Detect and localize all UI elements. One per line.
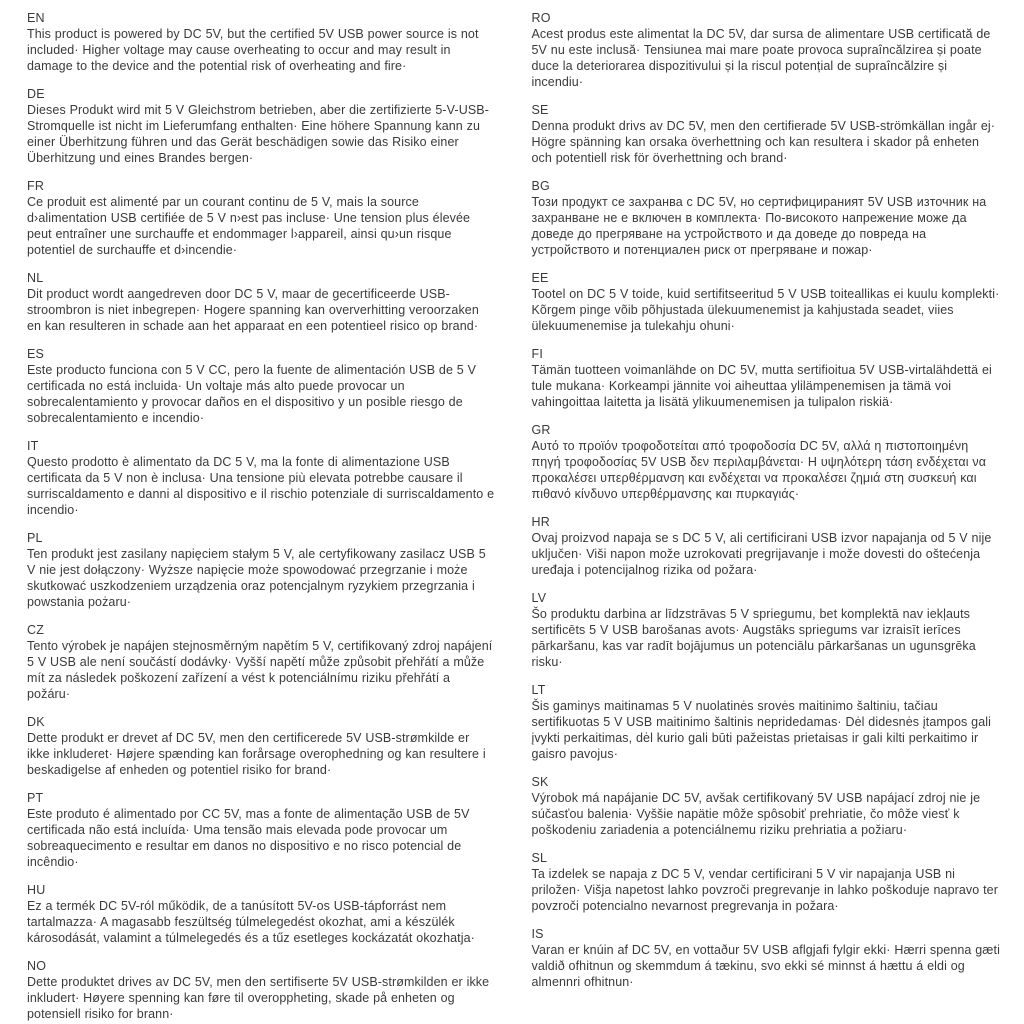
- language-block: [27, 882, 496, 946]
- language-warning-text: Este produto é alimentado por CC 5V, mas a fonte de alimentação USB de 5V certificada não está incluída· Uma tensão mais elevada pode provocar um sobreaquecimento e resultar em danos no dispositivo e no risco potencial de incêndio·: [27, 807, 470, 869]
- language-code: FI: [531, 347, 544, 361]
- language-warning-text: Ovaj proizvod napaja se s DC 5 V, ali certificirani USB izvor napajanja od 5 V nije uključen· Viši napon može uzrokovati pregrijavanje i može dovesti do oštećenja uređaja i potencijalnog rizika od požara·: [531, 531, 992, 577]
- language-block: [532, 102, 1001, 166]
- language-code: ES: [27, 347, 45, 361]
- language-code: PT: [27, 791, 44, 805]
- language-code: EN: [27, 11, 45, 25]
- language-code: FR: [27, 179, 45, 193]
- language-warning-text: Este producto funciona con 5 V CC, pero la fuente de alimentación USB de 5 V certificada no está incluida· Un voltaje más alto puede provocar un sobrecalentamiento y provocar daños en el dispositivo y un posible riesgo de sobrecalentamiento e incendio·: [27, 363, 477, 425]
- language-warning-text: Šis gaminys maitinamas 5 V nuolatinės srovės maitinimo šaltiniu, tačiau sertifikuotas 5 V USB maitinimo šaltinis nepridedamas· Dėl didesnės įtampos gali įvykti perkaitimas, dėl kurio gali būti pažeistas prietaisas ir gali kilti perkaitimo ir gaisro pavojus·: [531, 699, 992, 761]
- language-code: CZ: [27, 623, 45, 637]
- language-warning-text: Αυτό το προϊόν τροφοδοτείται από τροφοδοσία DC 5V, αλλά η πιστοποιημένη πηγή τροφοδοσίας 5V USB δεν περιλαμβάνεται· Η υψηλότερη τάση ενδέχεται να προκαλέσει υπερθέρμανση και ενδέχεται να προκαλέσει ζημιά στη συσκευή και πιθανό κίνδυνο υπερθέρμανσης και πυρκαγιάς·: [531, 439, 987, 501]
- language-warning-text: Ez a termék DC 5V-ról működik, de a tanúsított 5V-os USB-tápforrást nem tartalmazza· A magasabb feszültség túlmelegedést okozhat, ami a készülék károsodását, valamint a túlmelegedés és a tűz esetleges kockázatát okozhatja·: [27, 899, 475, 945]
- language-block: [532, 422, 1001, 502]
- language-code: NL: [27, 271, 44, 285]
- language-block: [27, 86, 496, 166]
- language-warning-text: Dit product wordt aangedreven door DC 5 V, maar de gecertificeerde USB-stroombron is niet inbegrepen· Hogere spanning kan oververhitting veroorzaken en kan resulteren in schade aan het apparaat en een potentieel risico op brand·: [27, 287, 479, 333]
- language-code: DK: [27, 715, 45, 729]
- language-code: IS: [531, 927, 544, 941]
- language-code: DE: [27, 87, 45, 101]
- language-block: [532, 514, 1001, 578]
- language-code: SK: [531, 775, 549, 789]
- language-code: LT: [531, 683, 546, 697]
- language-warning-text: Varan er knúin af DC 5V, en vottaður 5V USB aflgjafi fylgir ekki· Hærri spenna gæti valdið ofhitnun og skemmdum á tækinu, svo ekki sé minnst á hættu á eldi og almennri ofhitnun·: [531, 943, 1000, 989]
- language-block: [27, 714, 496, 778]
- language-warning-text: Výrobok má napájanie DC 5V, avšak certifikovaný 5V USB napájací zdroj nie je súčasťou balenia· Vyššie napätie môže spôsobiť prehriatie, čo môže viesť k poškodeniu zariadenia a potenciálnemu riziku prehriatia a požiaru·: [531, 791, 981, 837]
- language-block: [532, 682, 1001, 762]
- language-code: EE: [531, 271, 549, 285]
- language-code: IT: [27, 439, 39, 453]
- language-block: [27, 622, 496, 702]
- language-warning-text: Ce produit est alimenté par un courant continu de 5 V, mais la source d›alimentation USB certifiée de 5 V n›est pas incluse· Une tension plus élevée peut entraîner une surchauffe et endommager l›appareil, ainsi qu›un risque potentiel de surchauffe et d›incendie·: [27, 195, 471, 257]
- left-column: [27, 10, 496, 1024]
- language-warning-text: Tämän tuotteen voimanlähde on DC 5V, mutta sertifioitua 5V USB-virtalähdettä ei tule mukana· Korkeampi jännite voi aiheuttaa ylilämpenemisen ja tämä voi vahingoittaa laitetta ja lisätä ylikuumenemisen ja tulipalon riskiä·: [531, 363, 992, 409]
- language-code: HU: [27, 883, 46, 897]
- language-warning-text: Tento výrobek je napájen stejnosměrným napětím 5 V, certifikovaný zdroj napájení 5 V USB ale není součástí dodávky· Vyšší napětí může způsobit přehřátí a může mít za následek poškození zařízení a vést k potenciálnímu riziku přehřátí a požáru·: [27, 639, 493, 701]
- language-warning-text: Šo produktu darbina ar līdzstrāvas 5 V spriegumu, bet komplektā nav iekļauts sertificēts 5 V USB barošanas avots· Augstāks spriegums var izraisīt ierīces pārkaršanu, kas var radīt bojājumus un potenciālu pārkaršanas un ugunsgrēka risku·: [531, 607, 976, 669]
- language-warning-text: Този продукт се захранва с DC 5V, но сертифицираният 5V USB източник на захранване не е включен в комплекта· По-високото напрежение може да доведе до прегряване на устройството и да доведе до повреда на устройството и потенциален риск от прегряване и пожар·: [531, 195, 987, 257]
- language-warning-text: Dette produktet drives av DC 5V, men den sertifiserte 5V USB-strømkilden er ikke inkludert· Høyere spenning kan føre til overoppheting, skade på enheten og potensiell risiko for brann·: [27, 975, 490, 1021]
- language-block: [532, 178, 1001, 258]
- language-warning-text: Dieses Produkt wird mit 5 V Gleichstrom betrieben, aber die zertifizierte 5-V-USB-Stromquelle ist nicht im Lieferumfang enthalten· Eine höhere Spannung kann zu einer Überhitzung führen und das Gerät beschädigen sowie das Risiko einer Überhitzung und eines Brandes bergen·: [27, 103, 489, 165]
- language-warning-text: Acest produs este alimentat la DC 5V, dar sursa de alimentare USB certificată de 5V nu este inclusă· Tensiunea mai mare poate provoca supraîncălzirea și poate duce la deteriorarea dispozitivului și la riscul potențial de supraîncălzire și incendiu·: [531, 27, 991, 89]
- language-block: [27, 958, 496, 1022]
- language-code: NO: [27, 959, 47, 973]
- language-warning-text: Denna produkt drivs av DC 5V, men den certifierade 5V USB-strömkällan ingår ej· Högre spänning kan orsaka överhettning och kan resultera i skador på enheten och potentiell risk för överhettning och brand·: [531, 119, 996, 165]
- language-code: SL: [531, 851, 548, 865]
- language-warning-text: Ta izdelek se napaja z DC 5 V, vendar certificirani 5 V vir napajanja USB ni priložen· Višja napetost lahko povzroči pregrevanje in lahko poškoduje napravo ter povzroči potencialno nevarnost pregrevanja in požara·: [531, 867, 998, 913]
- language-warning-text: Ten produkt jest zasilany napięciem stałym 5 V, ale certyfikowany zasilacz USB 5 V nie jest dołączony· Wyższe napięcie może spowodować przegrzanie i może skutkować uszkodzeniem urządzenia oraz potencjalnym ryzykiem przegrzania i powstania pożaru·: [27, 547, 486, 609]
- language-block: [27, 270, 496, 334]
- language-code: LV: [531, 591, 547, 605]
- language-warning-text: Questo prodotto è alimentato da DC 5 V, ma la fonte di alimentazione USB certificata da 5 V non è inclusa· Una tensione più elevata potrebbe causare il surriscaldamento e danni al dispositivo e il rischio potenziale di surriscaldamento e incendio·: [27, 455, 495, 517]
- language-block: [532, 926, 1001, 990]
- language-code: HR: [531, 515, 550, 529]
- language-code: SE: [531, 103, 549, 117]
- language-block: [27, 178, 496, 258]
- language-code: PL: [27, 531, 43, 545]
- language-block: [27, 10, 496, 74]
- language-block: [532, 270, 1001, 334]
- right-column: [532, 10, 1001, 1024]
- language-warning-text: Dette produkt er drevet af DC 5V, men den certificerede 5V USB-strømkilde er ikke inkluderet· Højere spænding kan forårsage overophedning og kan resultere i beskadigelse af enheden og potentiel risiko for brand·: [27, 731, 486, 777]
- language-block: [532, 850, 1001, 914]
- language-code: BG: [531, 179, 550, 193]
- language-block: [532, 346, 1001, 410]
- language-block: [27, 346, 496, 426]
- language-block: [27, 438, 496, 518]
- language-warning-text: Tootel on DC 5 V toide, kuid sertifitseeritud 5 V USB toiteallikas ei kuulu komplekti· Kõrgem pinge võib põhjustada ülekuumenemist ja kahjustada seadet, viies ülekuumenemise ja tulekahju ohuni·: [531, 287, 1000, 333]
- language-block: [532, 774, 1001, 838]
- language-warning-text: This product is powered by DC 5V, but the certified 5V USB power source is not included· Higher voltage may cause overheating to occur and may result in damage to the device and the potential risk of overheating and fire·: [27, 27, 479, 73]
- language-code: GR: [531, 423, 551, 437]
- language-block: [27, 790, 496, 870]
- language-block: [532, 590, 1001, 670]
- language-code: RO: [531, 11, 551, 25]
- language-block: [532, 10, 1001, 90]
- language-block: [27, 530, 496, 610]
